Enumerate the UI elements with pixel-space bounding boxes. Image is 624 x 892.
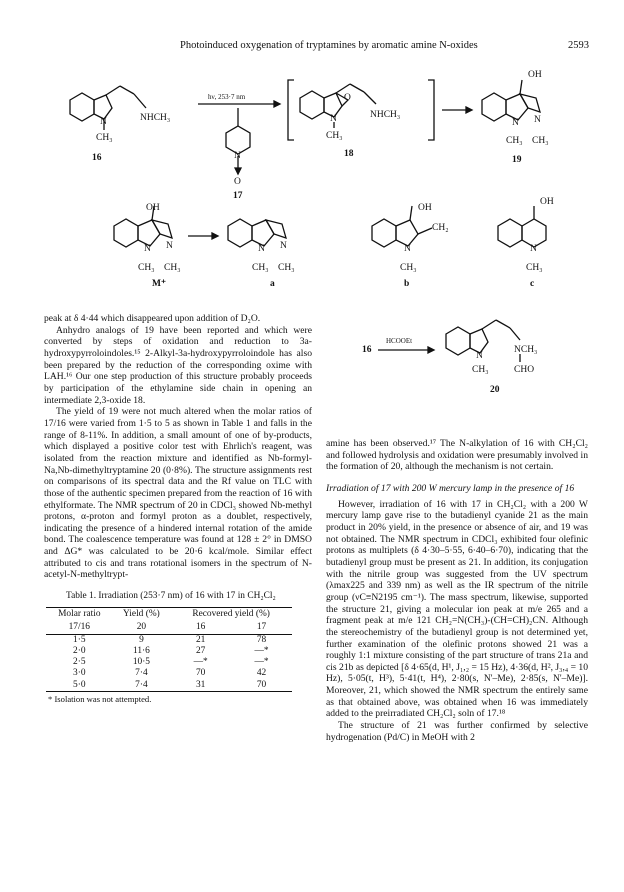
svg-text:N: N	[258, 244, 265, 254]
compound-b-nmethyl: CH₃	[400, 263, 417, 273]
compound-a-nmethyl-2: CH₃	[278, 263, 295, 273]
table-cell: —*	[193, 657, 208, 668]
table-cell: 9	[139, 634, 144, 645]
compound-16-label: 16	[92, 153, 102, 163]
table-cell: 2·0	[73, 645, 86, 656]
col-header-yield: Yield (%)	[123, 608, 160, 619]
table-caption: Table 1. Irradiation (253·7 nm) of 16 with 17 in CH₂Cl₂	[66, 591, 276, 602]
table-row	[46, 680, 292, 692]
compound-mplus-structure	[114, 203, 181, 289]
running-title: Photoinduced oxygenation of tryptamines by aromatic amine N-oxides	[180, 40, 478, 51]
reaction-arrow-1	[198, 93, 280, 126]
table-cell: 27	[195, 645, 206, 656]
compound-mplus-nmethyl-1: CH₃	[138, 263, 155, 273]
table-cell: 10·5	[132, 657, 150, 668]
table-cell: 42	[256, 668, 267, 679]
table-cell: 7·4	[135, 679, 148, 690]
hcooet-label: HCOOEt	[386, 337, 413, 345]
compound-16-group: NHCH₃	[140, 113, 171, 123]
compound-20-group-2: CHO	[514, 365, 535, 375]
table-cell: 11·6	[132, 645, 150, 656]
compound-a-label: a	[270, 279, 275, 289]
left-paragraph-1: peak at δ 4·44 which disappeared upon addition of D₂O.	[44, 313, 261, 324]
compound-19-label: 19	[512, 155, 522, 165]
svg-text:N: N	[100, 117, 107, 127]
reagent-16-label: 16	[362, 345, 372, 355]
right-paragraph-1: amine has been observed.¹⁷ The N-alkylation of 16 with CH₂Cl₂ and followed hydrolysis and oxidation were presumably involved in the formation of 20, although the mechanism is not certain.	[326, 438, 588, 473]
compound-19-nmethyl-2: CH₃	[532, 136, 549, 146]
compound-c-nmethyl: CH₃	[526, 263, 543, 273]
reaction-arrow-2	[442, 107, 472, 113]
compound-18-nmethyl: CH₃	[326, 131, 343, 141]
table-row	[46, 668, 292, 679]
compound-18-group: NHCH₃	[370, 110, 401, 120]
compound-20-label: 20	[490, 385, 500, 395]
compound-20-nmethyl: CH₃	[472, 365, 489, 375]
left-paragraph-2: Anhydro analogs of 19 have been reported and which were converted by steps of oxidation and reduction to 3a-hydroxypyrroloindoles.¹⁵ 2-Alkyl-3a-hydroxypyrroloindole has also been prepared by the reduction of the corresponding oxime with LAH.¹⁶ Our one step production of this structure probably proceeds by participation of the ethylamine side chain in opening an intermediate 2,3-oxide 18.	[44, 324, 312, 406]
right-paragraph-3: The structure of 21 was further confirmed by selective hydrogenation (Pd/C) in MeOH with 2	[326, 720, 588, 743]
col-subheader-yield: 20	[136, 621, 147, 632]
svg-text:N: N	[166, 241, 173, 251]
table-cell: 21	[195, 634, 206, 645]
compound-17-oxygen: O	[234, 177, 241, 187]
col-subheader-17: 17	[256, 621, 267, 632]
compound-b-oh: OH	[418, 203, 432, 213]
compound-b-structure	[372, 203, 449, 289]
compound-mplus-label: M⁺	[152, 279, 166, 289]
compound-b-side: CH₂	[432, 223, 449, 233]
compound-mplus-nmethyl-2: CH₃	[164, 263, 181, 273]
left-paragraph-3: The yield of 19 were not much altered when the molar ratios of 17/16 were varied from 1·5 to 5 as shown in Table 1 and falls in the range of 8-11%. In addition, a small amount of one of by-products, which displayed a positive color test with Ehrlich's reagent, was isolated from the reaction mixture and identified as Nb-formyl-Na,Nb-dimethyltryptamine 20 (0·8%). The structure assignments rest on comparisons of its spectral data and the Rf value on TLC with those of the authentic specimen prepared from the reaction of 16 with ethylformate. The NMR spectrum of 20 in CDCl₃ showed Nb-methyl protons, α-proton and formyl proton as a doublet, respectively, indicating the presence of a hindered internal rotation of the amide bond. The coalescence temperature was found at 128 ± 2° in DMSO and ΔG* was calculated to be 20·6 kcal/mole. Similar effect attributed to cis and trans rotational isomers in the spectrum of N-acetyl-N-methyltrypt-	[44, 406, 312, 581]
table-cell: —*	[254, 645, 269, 656]
results-table	[46, 607, 292, 692]
table-row	[46, 657, 292, 668]
compound-c-oh: OH	[540, 197, 554, 207]
table-footnote: * Isolation was not attempted.	[48, 693, 152, 704]
table-cell: —*	[254, 657, 269, 668]
compound-20-group-1: NCH₃	[514, 345, 538, 355]
col-subheader-ratio: 17/16	[68, 621, 90, 632]
reaction-16-to-20	[362, 337, 434, 355]
page-number: 2593	[568, 40, 589, 51]
compound-18-structure	[288, 80, 434, 159]
table-cell: 70	[256, 679, 267, 690]
table-cell: 5·0	[73, 679, 86, 690]
svg-text:N: N	[512, 118, 519, 128]
svg-text:N: N	[144, 244, 151, 254]
compound-19-nmethyl-1: CH₃	[506, 136, 523, 146]
right-paragraph-2: However, irradiation of 16 with 17 in CH₂Cl₂ with a 200 W mercury lamp gave rise to the butadienyl cyanide 21 as the main product in 20% yield, in the presence or absence of air, and 19 was not obtained. The NMR spectrum in CDCl₃ exhibited four olefinic protons as multiplets (δ 4·30–5·55, 6·40–6·70), indicating that the butadienyl group must be present as 21. In addition, its conjugation with the nitrile group was suggested from the UV spectrum (λmax225 and 339 nm) as well as the IR spectrum of the nitrile group (νC≡N2195 cm⁻¹). The mass spectrum, likewise, supported the structure 21, giving a molecular ion peak at m/e 265 and a fragment peak at m/e 121 CH₂=N(CH₃)-(CH=CH)₂CN. Although the stereochemistry of the butadienyl group is not determined yet, further examination of the olefinic protons showed 21 was a roughly 1:1 mixture consisting of the part structure of trans 21a and cis 21b as depicted [δ 4·65(d, H¹, J₁,₂ = 15 Hz), 4·36(d, H², J₃,₄ = 10 Hz), 5·05(t, H³), 5·41(t, H⁴), 2·80(s, N'–Me), 2·85(s, N'–Me)]. Moreover, 21, which showed the NMR spectrum the entirely same as that obtained above, was obtained when 16 was immediately added to the preirradiated CH₂Cl₂ soln of 17.¹⁸	[326, 498, 589, 720]
compound-19-structure	[482, 70, 549, 165]
col-header-recovered: Recovered yield (%)	[192, 608, 270, 619]
table-cell: 3·0	[73, 668, 86, 679]
compound-20-structure	[446, 320, 537, 395]
table-row	[46, 646, 292, 657]
svg-text:N: N	[534, 115, 541, 125]
svg-text:O: O	[344, 93, 351, 103]
running-header	[0, 40, 624, 54]
section-heading: Irradiation of 17 with 200 W mercury lamp in the presence of 16	[326, 482, 575, 494]
col-header-ratio: Molar ratio	[58, 608, 101, 619]
svg-text:N: N	[330, 114, 337, 124]
table-cell: 78	[256, 634, 267, 645]
svg-text:N: N	[476, 351, 483, 361]
left-column	[44, 313, 312, 705]
svg-text:N: N	[234, 151, 241, 161]
right-column	[326, 438, 588, 743]
svg-text:N: N	[530, 244, 537, 254]
compound-17-structure	[226, 126, 250, 201]
table-row	[46, 634, 292, 646]
table-cell: 1·5	[73, 634, 86, 645]
compound-a-nmethyl-1: CH₃	[252, 263, 269, 273]
compound-16-nmethyl: CH₃	[96, 133, 113, 143]
table-cell: 7·4	[135, 668, 148, 679]
svg-text:N: N	[280, 241, 287, 251]
compound-17-label: 17	[233, 191, 243, 201]
compound-mplus-oh: OH	[146, 203, 160, 213]
compound-19-oh: OH	[528, 70, 542, 80]
table-cell: 2·5	[73, 657, 86, 668]
arrow-label: hν, 253·7 nm	[208, 93, 246, 101]
compound-c-label: c	[530, 279, 535, 289]
compound-c-structure	[498, 197, 554, 289]
compound-b-label: b	[404, 279, 410, 289]
compound-a-structure	[228, 219, 295, 289]
col-subheader-16: 16	[195, 621, 206, 632]
table-cell: 31	[195, 679, 206, 690]
compound-16-structure	[70, 86, 170, 163]
svg-text:N: N	[404, 244, 411, 254]
reaction-arrow-3	[188, 233, 218, 239]
compound-18-label: 18	[344, 149, 354, 159]
table-cell: 70	[195, 668, 206, 679]
